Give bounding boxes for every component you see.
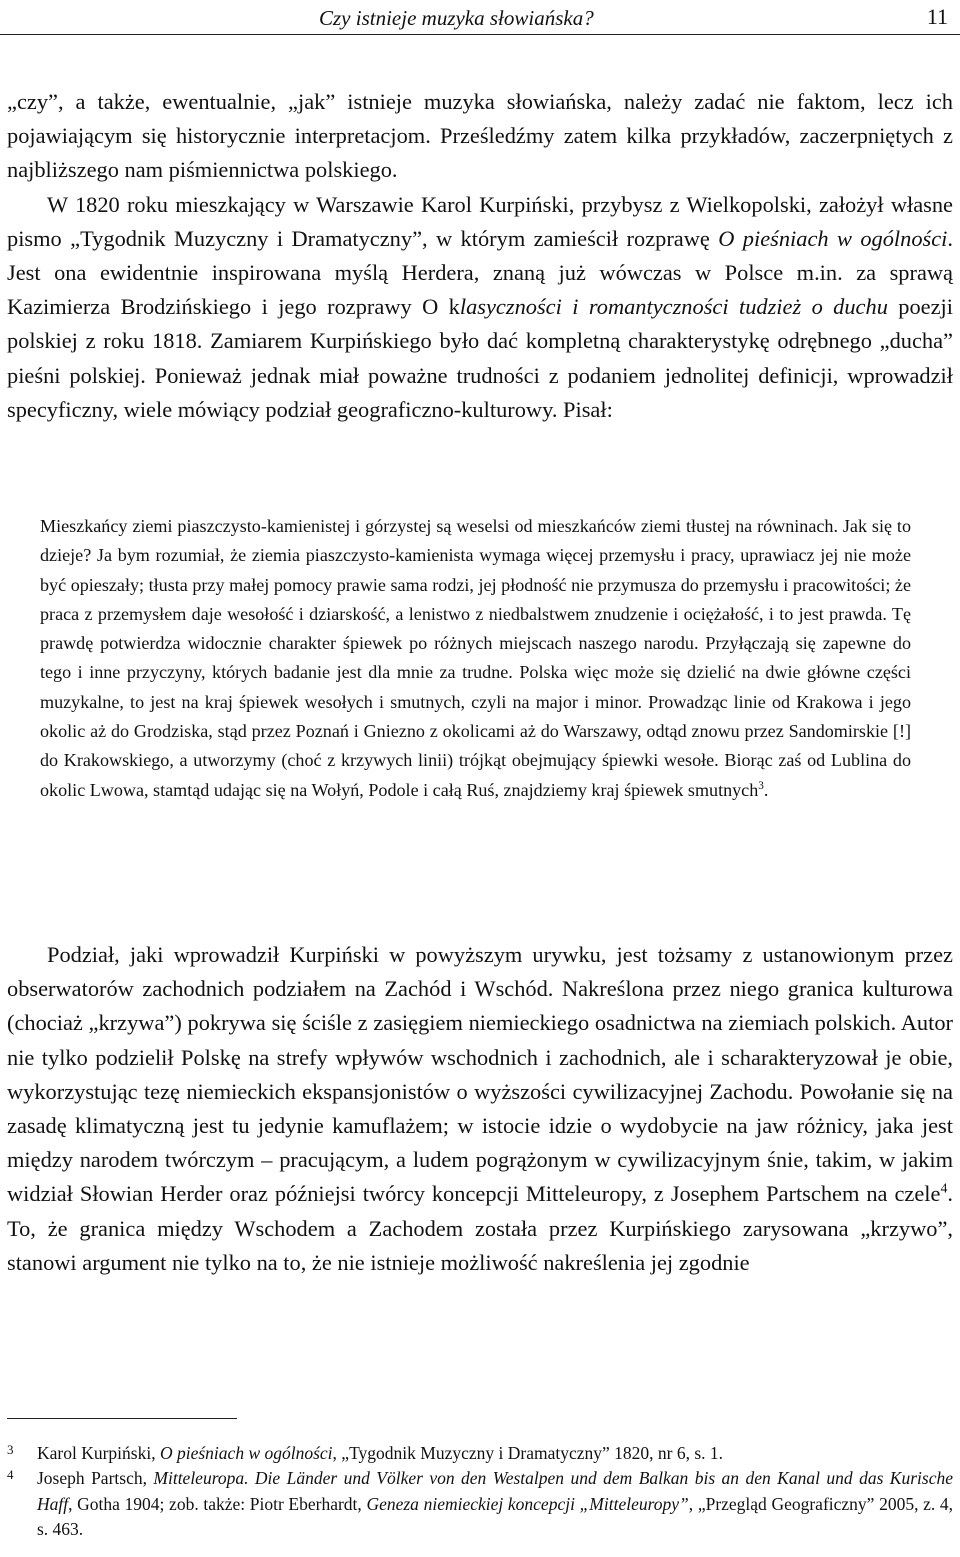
footnote-text [37,1466,953,1543]
footnote-source: , Gotha 1904; zob. także: Piotr Eberhardt, [68,1493,367,1514]
footnote-3 [7,1441,953,1467]
footnote-author: Karol Kurpiński, [37,1443,160,1463]
quote-text: Mieszkańcy ziemi piaszczysto-kamienistej i górzystej są weselsi od mieszkańców ziemi tłustej na równinach. Jak się to dzieje? Ja bym rozumiał, że ziemia piaszczysto-kamienista wymaga więcej przemysłu i pracy, uprawiacz jej nie może być opieszały; tłusta przy małej pomocy prawie sama rodzi, jej płodność nie przymusza do przemysłu i pracowitości; że praca z przemysłem daje wesołość i dziarskość, a lenistwo z niedbalstwem znudzenie i ociężałość, i to jest prawda. Tę prawdę potwierdza widocznie charakter śpiewek po różnych miejscach naszego narodu. Przyłączają się zapewne do tego i inne przyczyny, których badanie jest dla mnie za trudne. Polska więc może się dzielić na dwie główne części muzykalne, to jest na kraj śpiewek wesołych i smutnych, czyli na major i minor. Prowadząc linie od Krakowa i jego okolic aż do Grodziska, stąd przez Poznań i Gniezno z okolicami aż do Warszawy, odtąd znowu przez Sandomirskie [!] do Krakowskiego, a utworzymy (choć z krzywych linii) trójkąt obejmujący śpiewki wesołe. Biorąc zaś od Lublina do okolic Lwowa, stamtąd udając się na Wołyń, Podole i całą Ruś, znajdziemy kraj śpiewek smutnych [40,516,911,800]
paragraph-2-part-b: . To, że granica między Wschodem a Zachodem została przez Kurpińskiego zarysowana „krzywo”, stanowi argument nie tylko na to, że nie istnieje możliwość nakreślenia jej zgodnie [7,1181,953,1275]
footnote-separator [7,1418,237,1419]
work-title-2: lasyczności i romantyczności tudzież o duchu [459,294,888,320]
work-title: O pieśniach w ogólności [718,225,948,251]
footnote-number: 4 [7,1467,14,1482]
running-header [0,4,960,35]
footnote-text [37,1441,953,1467]
footnote-4 [7,1466,953,1543]
footnote-author: Joseph Partsch, [37,1468,154,1488]
paragraph-1-part-d: . Jest ona ewidentnie inspirowana myślą Herdera, znaną już wówczas w Polsce m.in. za sprawą Kazimierza Brodzińskiego i jego rozprawy O k [7,225,953,320]
footnote-title-2: Geneza niemieckiej koncepcji „Mitteleuropy” [366,1493,689,1514]
paragraph-2 [7,938,953,1280]
footnote-title: Mitteleuropa. Die Länder und Völker von den Westalpen und dem Balkan bis an den Kanal und das Kurische Haff [37,1468,953,1514]
footnote-title: O pieśniach w ogólności [159,1443,333,1463]
paragraph-2-part-a: Podział, jaki wprowadził Kurpiński w powyższym urywku, jest tożsamy z ustanowionym przez obserwatorów zachodnich podziałem na Zachód i Wschód. Nakreślona przez niego granica kulturowa (chociaż „krzywa”) pokrywa się ściśle z zasięgiem niemieckiego osadnictwa na ziemiach polskich. Autor nie tylko podzielił Polskę na strefy wpływów wschodnich i zachodnich, ale i scharakteryzował je obie, wykorzystując tezę niemieckich ekspansjonistów o wyższości cywilizacyjnej Zachodu. Powołanie się na zasadę klimatyczną jest tu jedynie kamuflażem; w istocie idzie o wydobycie na jaw różnicy, jaka jest między narodem twórczym – pracującym, a ludem pogrążonym w cywilizacyjnym śnie, takim, w jakim widział Słowian Herder oraz późniejsi twórcy koncepcji Mitteleuropy, z Josephem Partschem na czele [7,942,953,1207]
paragraph-1 [7,85,953,427]
page-number: 11 [926,4,948,29]
paragraph-1-part-f: poezji polskiej z roku 1818. Zamiarem Kurpińskiego było dać kompletną charakterystykę odrębnego „ducha” pieśni polskiej. Ponieważ jednak miał poważne trudności z podaniem jednolitej definicji, wprowadził specyficzny, wiele mówiący podział geograficzno-kulturowy. Pisał: [7,294,953,422]
block-quote [40,512,911,805]
footnote-source: , „Tygodnik Muzyczny i Dramatyczny” 1820, nr 6, s. 1. [332,1443,724,1463]
footnote-source-2: , „Przegląd Geograficzny” 2005, z. 4, s. 463. [37,1493,954,1539]
paragraph-1-part-b: W 1820 roku mieszkający w Warszawie Karol Kurpiński, przybysz z Wielkopolski, założył własne pismo „Tygodnik Muzyczny i Dramatyczny”, w którym zamieścił rozprawę [7,191,953,251]
footnote-ref-3[interactable]: 3 [758,779,764,792]
running-title: Czy istnieje muzyka słowiańska? [319,6,594,30]
quote-end: . [763,779,769,800]
footnote-number: 3 [7,1442,14,1457]
footnote-ref-4[interactable]: 4 [940,1181,948,1197]
paragraph-1-part-a: „czy”, a także, ewentualnie, „jak” istnieje muzyka słowiańska, należy zadać nie faktom, lecz ich pojawiającym się historycznie interpretacjom. Prześledźmy zatem kilka przykładów, zaczerpniętych z najbliższego nam piśmiennictwa polskiego. [7,89,953,183]
